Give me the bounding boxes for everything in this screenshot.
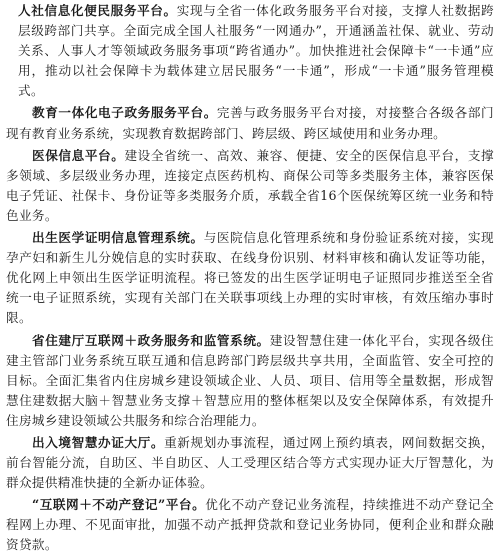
paragraph-body: 完善与政务服务平台对接，对接整合各级各部门现有教育业务系统，实现教育数据跨部门、跨层级、跨区域使用和业务办理。	[6, 105, 494, 141]
paragraph-social-security-platform	[6, 1, 494, 101]
paragraph-body: 重新规划办事流程，通过网上预约填表，网间数据交换，前台智能分流，自助区、半自助区、人工受理区结合等方式实现办证大厅智慧化，为群众提供精准快捷的全新办证体验。	[6, 434, 495, 491]
paragraph-lead: 医保信息平台。	[32, 147, 125, 163]
paragraph-body: 优化不动产登记业务流程，持续推进不动产登记全程网上办理、不见面审批，加强不动产抵押贷款和登记业务协同，便利企业和群众融资贷款。	[6, 497, 494, 553]
paragraph-body: 建设智慧住建一体化平台，实现各级住建主管部门业务系统互联互通和信息跨部门跨层级共享共用，全面监管、安全可控的目标。全面汇集省内住房城乡建设领域企业、人员、项目、信用等全量数据，形成智慧住建数据大脑＋智慧业务支撑＋智慧应用的整体框架以及安全保障体系，有效提升住房城乡建设领域公共服务和综合治理能力。	[6, 332, 494, 428]
paragraph-lead: “互联网＋不动产登记”平台。	[32, 497, 206, 513]
paragraph-body: 建设全省统一、高效、兼容、便捷、安全的医保信息平台，支撑多领域、多层级业务办理，连接定点医药机构、商保公司等多类服务主体，兼容医保电子凭证、社保卡、身份证等多类服务介质，承载全省16个医保统筹区统一业务和特色业务。	[6, 147, 494, 223]
paragraph-housing-construction-system	[6, 331, 494, 431]
paragraph-body: 与医院信息化管理系统和身份验证系统对接，实现孕产妇和新生儿分娩信息的实时获取、在线身份识别、材料审核和确认发证等功能，优化网上申领出生医学证明流程。将已签发的出生医学证明电子证照同步推送至全省统一电子证照系统，实现有关部门在关联事项线上办理的实时审核，有效压缩办事时限。	[6, 230, 494, 326]
paragraph-immigration-hall	[6, 433, 494, 493]
paragraph-lead: 省住建厅互联网＋政务服务和监管系统。	[32, 332, 270, 348]
paragraph-birth-certificate-system	[6, 228, 494, 328]
paragraph-lead: 出生医学证明信息管理系统。	[32, 230, 204, 246]
paragraph-body: 实现与全省一体化政务服务平台对接，支撑人社数据跨层级跨部门共享。全面完成全国人社服务“一网通办”，开通涵盖社保、就业、劳动关系、人事人才等领域政务服务事项“跨省通办”。加快推进社会保障卡“一卡通”应用，推动以社会保障卡为载体建立居民服务“一卡通”，形成“一卡通”服务管理模式。	[18, 3, 494, 99]
paragraph-real-estate-registration	[6, 495, 494, 555]
paragraph-medical-insurance-platform	[6, 146, 494, 226]
paragraph-lead: 教育一体化电子政务服务平台。	[32, 105, 217, 121]
paragraph-education-platform	[6, 103, 494, 143]
paragraph-lead: 出入境智慧办证大厅。	[32, 434, 165, 450]
paragraph-lead: 人社信息化便民服务平台。	[18, 3, 177, 18]
